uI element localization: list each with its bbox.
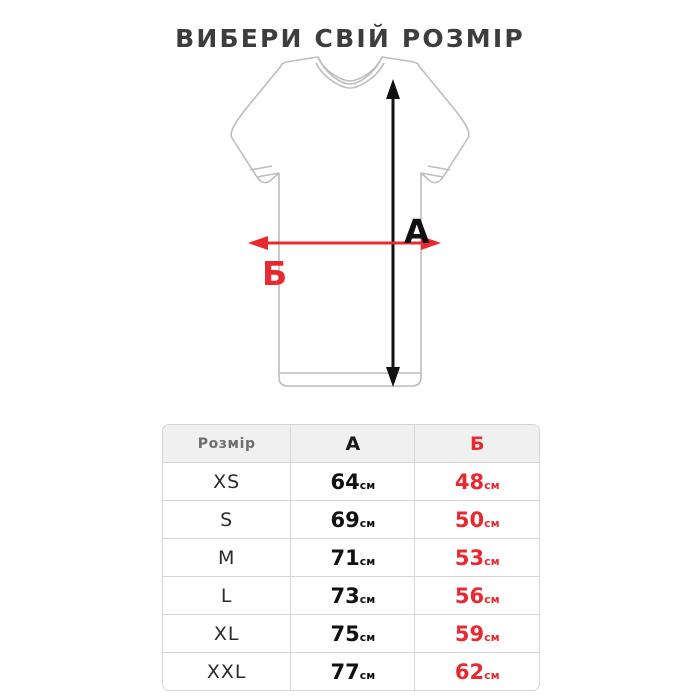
value-a-xxl: 77 [330, 659, 360, 684]
unit-a-s: см [359, 516, 376, 530]
unit-a-l: см [359, 592, 376, 606]
value-a-m: 71 [330, 545, 360, 570]
value-b-l: 56 [454, 583, 485, 608]
row-a-s [291, 501, 415, 539]
row-b-m [415, 539, 539, 577]
tshirt-outline [231, 57, 469, 386]
unit-a-m: см [359, 554, 376, 568]
unit-b-m: см [484, 554, 500, 568]
row-size-xxl: XXL [163, 653, 291, 691]
value-a-xl: 75 [330, 621, 360, 646]
value-a-l: 73 [330, 583, 360, 608]
table-row [163, 615, 539, 653]
label-a: А [404, 212, 430, 251]
page-title: ВИБЕРИ СВІЙ РОЗМІР [175, 24, 525, 53]
row-size-xl: XL [163, 615, 291, 653]
unit-b-s: см [484, 516, 500, 530]
value-a-xs: 64 [330, 469, 360, 494]
table-header-b: Б [415, 425, 539, 463]
row-a-m [291, 539, 415, 577]
value-a-s: 69 [330, 507, 360, 532]
unit-a-xs: см [359, 478, 376, 492]
value-b-xxl: 62 [454, 659, 485, 684]
unit-b-xs: см [484, 478, 500, 492]
table-row [163, 539, 539, 577]
size-table [163, 425, 539, 690]
row-a-xs [291, 463, 415, 501]
table-row [163, 577, 539, 615]
row-a-xl [291, 615, 415, 653]
row-b-xxl [415, 653, 539, 691]
unit-a-xl: см [359, 630, 376, 644]
table-row [163, 501, 539, 539]
label-b: Б [262, 254, 288, 293]
table-row [163, 653, 539, 691]
row-a-xxl [291, 653, 415, 691]
size-table-wrapper [162, 424, 540, 691]
value-b-m: 53 [454, 545, 485, 570]
table-row [163, 463, 539, 501]
value-b-s: 50 [454, 507, 485, 532]
row-size-l: L [163, 577, 291, 615]
row-b-xs [415, 463, 539, 501]
row-size-m: M [163, 539, 291, 577]
row-b-l [415, 577, 539, 615]
row-size-xs: XS [163, 463, 291, 501]
row-b-s [415, 501, 539, 539]
table-header-a: А [291, 425, 415, 463]
measure-arrow-a [386, 79, 400, 387]
unit-a-xxl: см [359, 668, 376, 682]
tshirt-measurement-diagram [0, 55, 700, 405]
unit-b-xl: см [484, 630, 500, 644]
value-b-xl: 59 [454, 621, 485, 646]
unit-b-xxl: см [484, 668, 500, 682]
table-header-row [163, 425, 539, 463]
row-b-xl [415, 615, 539, 653]
value-b-xs: 48 [454, 469, 485, 494]
table-header-size: Розмір [163, 425, 291, 463]
row-a-l [291, 577, 415, 615]
unit-b-l: см [484, 592, 500, 606]
row-size-s: S [163, 501, 291, 539]
